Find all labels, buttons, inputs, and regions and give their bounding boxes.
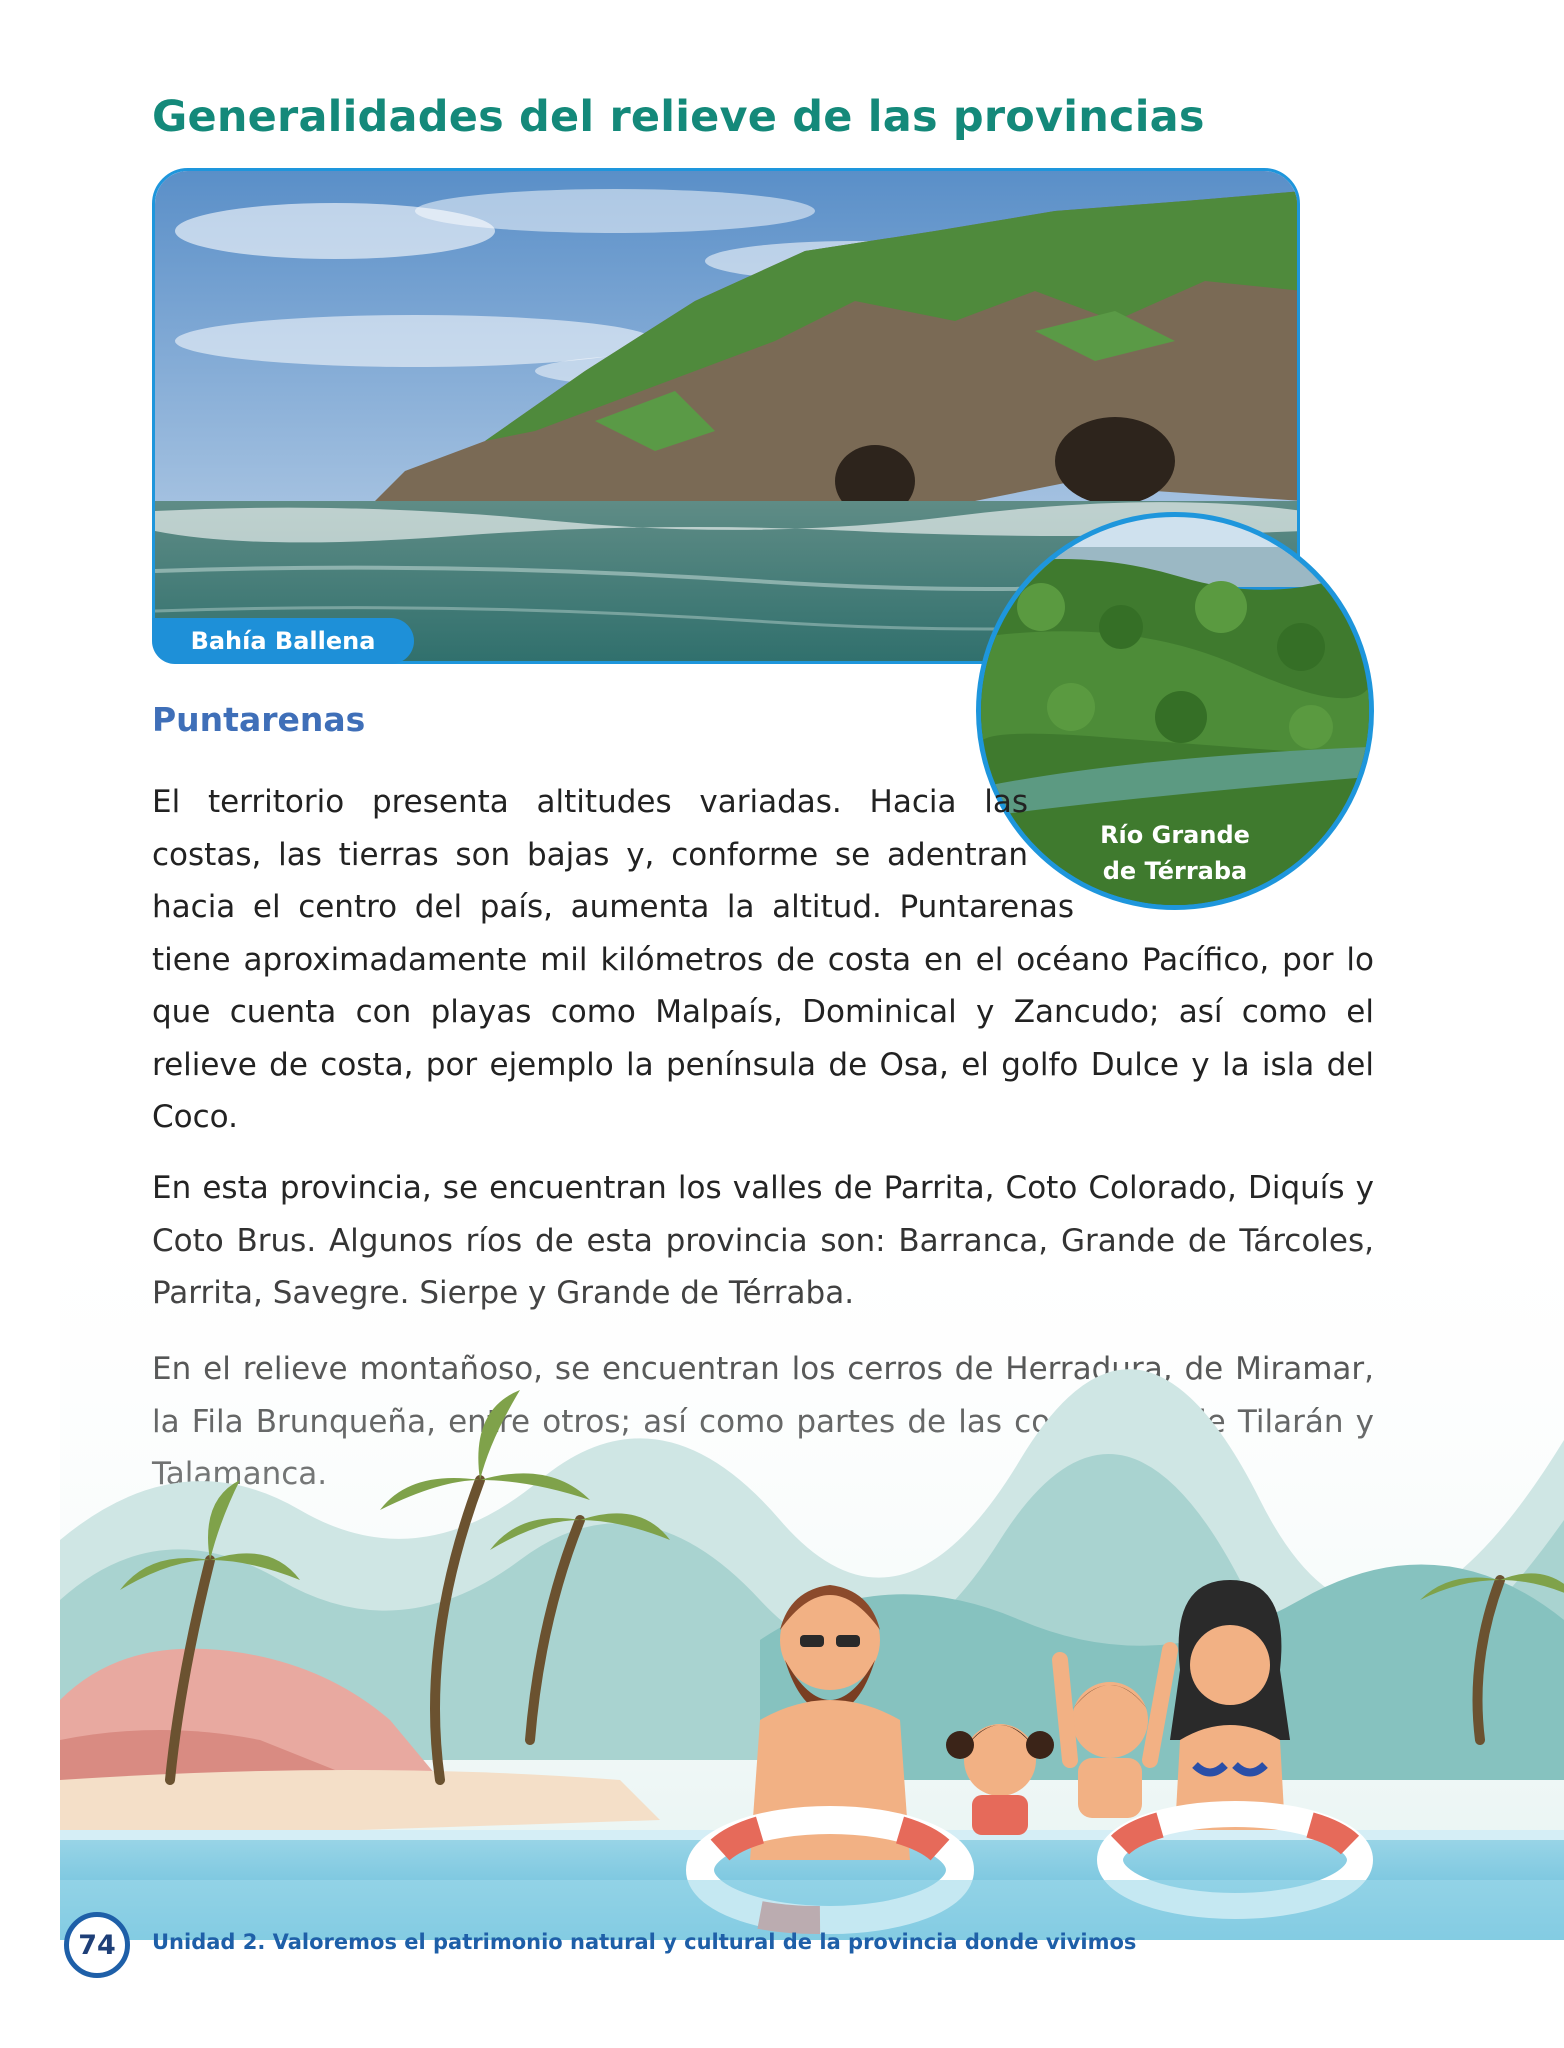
- caption-line-1: Río Grande: [1100, 821, 1250, 849]
- footer-unit-text: Unidad 2. Valoremos el patrimonio natural y cultural de la provincia donde vivimos: [152, 1930, 1137, 1954]
- wrap-spacer: [1028, 776, 1374, 880]
- section-heading: Puntarenas: [152, 700, 366, 739]
- paragraph-1-text: El territorio presenta altitudes variadas. Hacia las costas, las tierras son bajas y, conforme se adentran hacia el centro del país, aumenta la altitud. Puntarenas tiene aproximadamente mil kilómetros de costa en el océano Pacífico, por lo que cuenta con playas como Malpaís, Dominical y Zancudo; así como el relieve de costa, por ejemplo la península de Osa, el golfo Dulce y la isla del Coco.: [152, 784, 1374, 1135]
- wrap-spacer: [1074, 880, 1374, 932]
- caption-bahia-ballena: Bahía Ballena: [152, 618, 414, 664]
- paragraph-1: [152, 776, 1374, 1144]
- page-number-badge: 74: [64, 1912, 130, 1978]
- caption-line-2: de Térraba: [1102, 857, 1248, 885]
- beach-illustration: [60, 1180, 1564, 1940]
- page-title: Generalidades del relieve de las provincias: [152, 92, 1205, 142]
